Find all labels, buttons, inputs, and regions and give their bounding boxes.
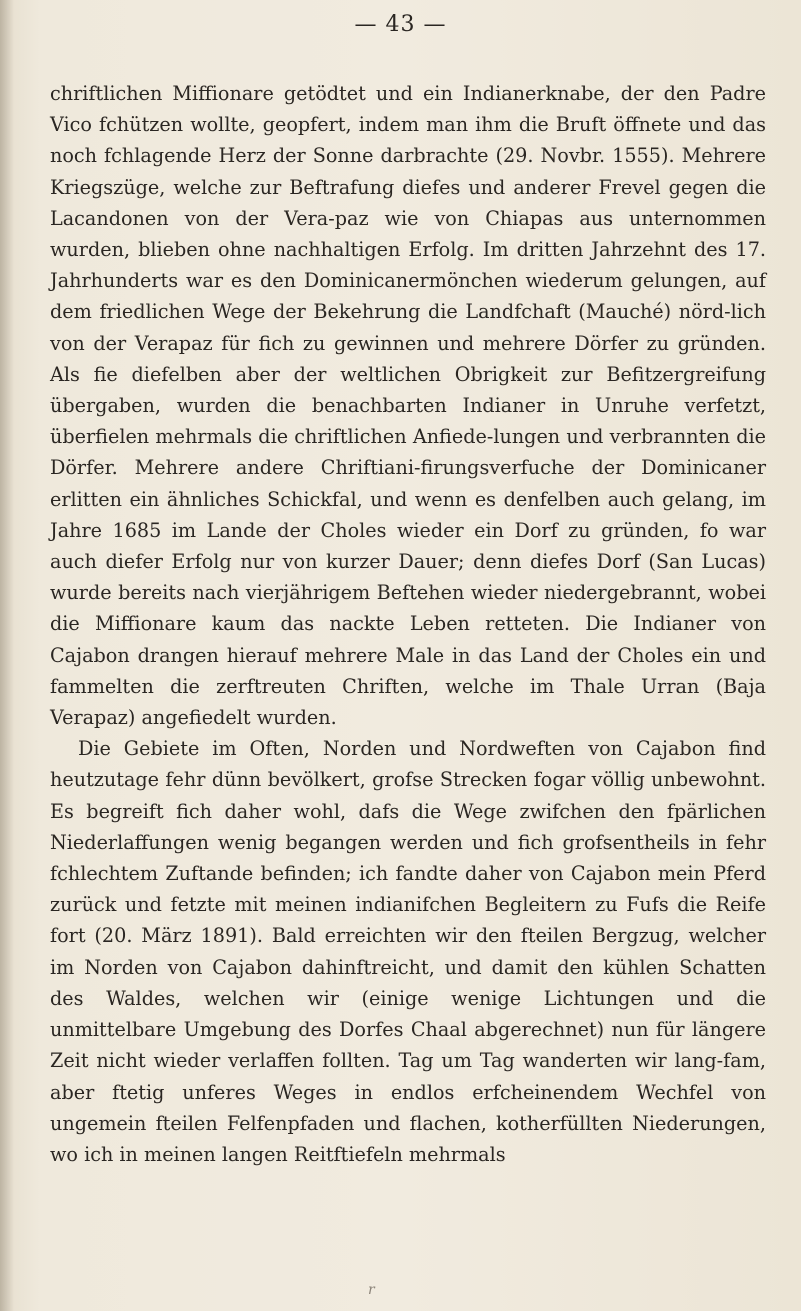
- paragraph-2: Die Gebiete im Often, Norden und Nordweften von Cajabon find heutzutage fehr dünn bevölkert, grofse Strecken fogar völlig unbewohnt. Es begreift fich daher wohl, dafs die Wege zwifchen den fpärlichen Niederlaffungen wenig begangen werden und fich grofsentheils in fehr fchlechtem Zuftande befinden; ich fandte daher von Cajabon mein Pferd zurück und fetzte mit meinen indianifchen Begleitern zu Fufs die Reife fort (20. März 1891). Bald erreichten wir den fteilen Bergzug, welcher im Norden von Cajabon dahinftreicht, und damit den kühlen Schatten des Waldes, welchen wir (einige wenige Lichtungen und die unmittelbare Umgebung des Dorfes Chaal abgerechnet) nun für längere Zeit nicht wieder verlaffen follten. Tag um Tag wanderten wir lang-fam, aber ftetig unferes Weges in endlos erfcheinendem Wechfel von ungemein fteilen Felfenpfaden und flachen, kotherfüllten Niederungen, wo ich in meinen langen Reitftiefeln mehrmals: [50, 737, 766, 1166]
- stray-mark: r: [368, 1282, 375, 1298]
- page-number: — 43 —: [354, 12, 447, 37]
- paragraph-1: chriftlichen Miffionare getödtet und ein Indianerknabe, der den Padre Vico fchützen wollte, geopfert, indem man ihm die Bruft öffnete und das noch fchlagende Herz der Sonne darbrachte (29. Novbr. 1555). Mehrere Kriegszüge, welche zur Beftrafung diefes und anderer Frevel gegen die Lacandonen von der Vera-paz wie von Chiapas aus unternommen wurden, blieben ohne nachhaltigen Erfolg. Im dritten Jahrzehnt des 17. Jahrhunderts war es den Dominicanermönchen wiederum gelungen, auf dem friedlichen Wege der Bekehrung die Landfchaft (Mauché) nörd-lich von der Verapaz für fich zu gewinnen und mehrere Dörfer zu gründen. Als fie diefelben aber der weltlichen Obrigkeit zur Befitzergreifung übergaben, wurden die benachbarten Indianer in Unruhe verfetzt, überfielen mehrmals die chriftlichen Anfiede-lungen und verbrannten die Dörfer. Mehrere andere Chriftiani-firungsverfuche der Dominicaner erlitten ein ähnliches Schickfal, und wenn es denfelben auch gelang, im Jahre 1685 im Lande der Choles wieder ein Dorf zu gründen, fo war auch diefer Erfolg nur von kurzer Dauer; denn diefes Dorf (San Lucas) wurde bereits nach vierjährigem Beftehen wieder niedergebrannt, wobei die Miffionare kaum das nackte Leben retteten. Die Indianer von Cajabon drangen hierauf mehrere Male in das Land der Choles ein und fammelten die zerftreuten Chriften, welche im Thale Urran (Baja Verapaz) angefiedelt wurden.: [50, 82, 766, 730]
- body-text: [50, 78, 766, 1170]
- binding-shadow: [0, 0, 14, 1311]
